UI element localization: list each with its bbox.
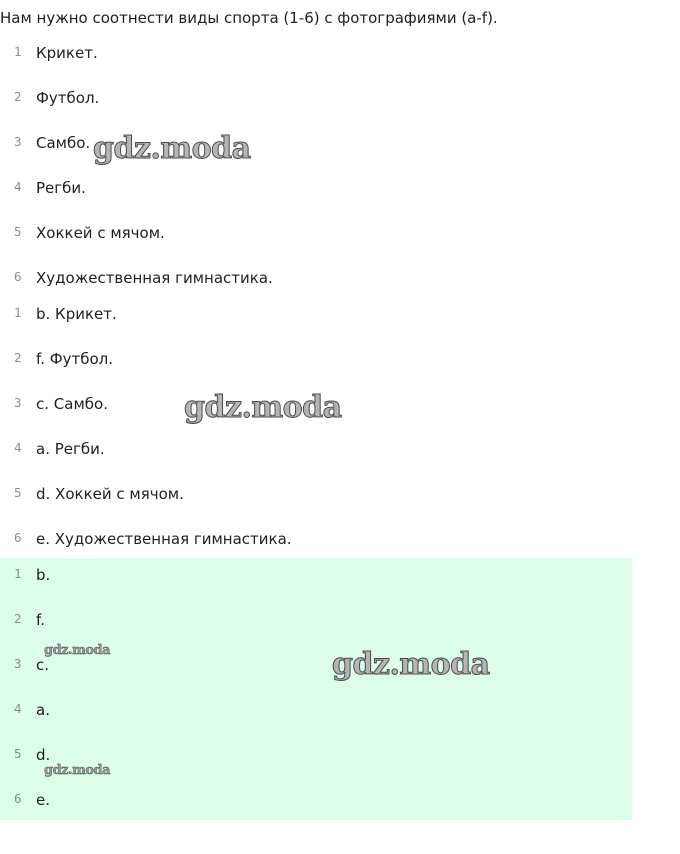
list-item [0, 222, 632, 244]
list-item [0, 87, 632, 109]
item-number: 4 [14, 701, 22, 716]
item-text: Самбо. [36, 134, 91, 152]
item-number: 1 [14, 566, 22, 581]
list-item [0, 483, 632, 505]
list-item [0, 528, 632, 550]
list-item [0, 654, 632, 676]
item-text: f. [36, 611, 45, 629]
item-number: 3 [14, 395, 22, 410]
list-item [0, 393, 632, 415]
item-number: 4 [14, 179, 22, 194]
item-number: 3 [14, 134, 22, 149]
item-number: 3 [14, 656, 22, 671]
item-text: d. Хоккей с мячом. [36, 485, 184, 503]
item-number: 2 [14, 611, 22, 626]
item-number: 5 [14, 224, 22, 239]
item-number: 6 [14, 791, 22, 806]
list-item [0, 744, 632, 766]
item-number: 2 [14, 89, 22, 104]
list-item [0, 132, 632, 154]
item-text: b. [36, 566, 51, 584]
list-item [0, 42, 632, 64]
list-item [0, 789, 632, 811]
list-item [0, 609, 632, 631]
item-text: f. Футбол. [36, 350, 114, 368]
item-number: 1 [14, 44, 22, 59]
item-text: e. Художественная гимнастика. [36, 530, 292, 548]
item-number: 6 [14, 269, 22, 284]
item-text: Футбол. [36, 89, 100, 107]
item-number: 5 [14, 485, 22, 500]
list-item [0, 177, 632, 199]
item-text: a. [36, 701, 50, 719]
watermark-small: gdz.moda [44, 643, 111, 658]
watermark-small: gdz.moda [44, 763, 111, 778]
item-text: d. [36, 746, 51, 764]
answer-key-list [0, 558, 632, 820]
item-number: 6 [14, 530, 22, 545]
item-number: 1 [14, 305, 22, 320]
watermark: gdz.moda [93, 131, 251, 166]
item-text: c. Самбо. [36, 395, 108, 413]
item-text: Хоккей с мячом. [36, 224, 165, 242]
list-item [0, 348, 632, 370]
watermark: gdz.moda [332, 647, 490, 682]
item-text: e. [36, 791, 50, 809]
task-intro: Нам нужно соотнести виды спорта (1-6) с фотографиями (a-f). [0, 9, 498, 27]
item-text: c. [36, 656, 50, 674]
item-number: 2 [14, 350, 22, 365]
item-number: 5 [14, 746, 22, 761]
list-item [0, 267, 632, 289]
item-number: 4 [14, 440, 22, 455]
item-text: Регби. [36, 179, 86, 197]
list-item [0, 699, 632, 721]
item-text: b. Крикет. [36, 305, 117, 323]
item-text: a. Регби. [36, 440, 105, 458]
list-item [0, 438, 632, 460]
watermark: gdz.moda [184, 390, 342, 425]
list-item [0, 564, 632, 586]
item-text: Крикет. [36, 44, 98, 62]
list-item [0, 303, 632, 325]
item-text: Художественная гимнастика. [36, 269, 273, 287]
